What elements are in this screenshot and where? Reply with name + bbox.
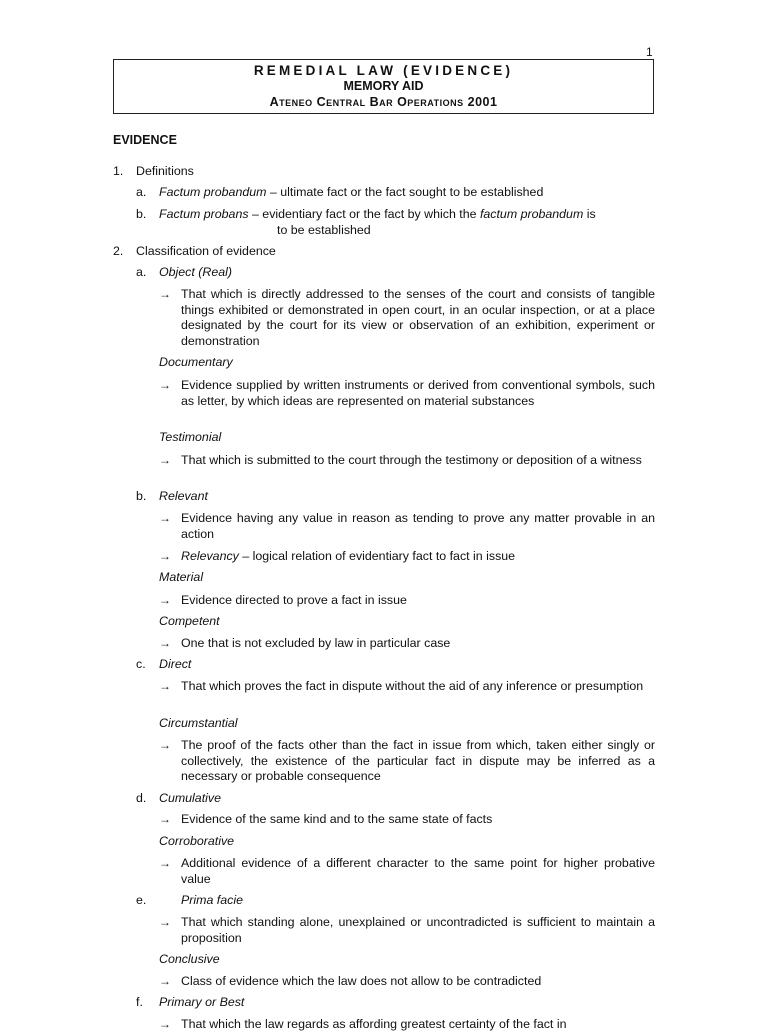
sub-letter: b. [136,207,147,221]
category-definition [181,549,515,565]
term: Relevancy [181,549,239,563]
category-label: Direct [159,657,192,671]
document-organization: Ateneo Central Bar Operations 2001 [269,95,498,109]
document-subtitle: MEMORY AID [343,79,424,93]
definition-item [159,185,543,201]
sub-letter: a. [136,265,147,279]
category-definition: Additional evidence of a different character to the same point for higher probative value [181,856,655,886]
definition-text: is [583,207,596,221]
category-definition: Class of evidence which the law does not allow to be contradicted [181,974,542,988]
category-label: Prima facie [181,893,243,907]
list-number: 2. [113,244,124,258]
category-label: Documentary [159,355,233,369]
arrow-icon: → [159,593,171,607]
sub-letter: c. [136,657,146,671]
term: Factum probandum [159,185,267,199]
category-label: Object (Real) [159,265,232,279]
category-label: Circumstantial [159,716,238,730]
definition-text: – logical relation of evidentiary fact to fact in issue [238,549,516,563]
arrow-icon: → [159,1017,171,1031]
sub-letter: d. [136,791,147,805]
document-header [113,59,654,114]
arrow-icon: → [159,287,171,301]
category-definition: One that is not excluded by law in particular case [181,636,451,650]
arrow-icon: → [159,856,171,870]
sub-letter: e. [136,893,147,907]
arrow-icon: → [159,915,171,929]
category-definition: Evidence directed to prove a fact in issue [181,593,407,607]
category-definition: Evidence having any value in reason as tending to prove any matter provable in an action [181,511,655,541]
definition-text: – ultimate fact or the fact sought to be established [266,185,544,199]
category-definition: The proof of the facts other than the fact in issue from which, taken either singly or collectively, the existence of the particular fact in dispute may be inferred as a necessary or probable consequence [181,738,655,784]
sub-letter: a. [136,185,147,199]
arrow-icon: → [159,812,171,826]
section-title: EVIDENCE [113,133,177,147]
arrow-icon: → [159,549,171,563]
category-definition: That which proves the fact in dispute without the aid of any inference or presumption [181,679,644,693]
category-definition: Evidence of the same kind and to the same state of facts [181,812,493,826]
term: Factum probans [159,207,249,221]
definition-text: – evidentiary fact or the fact by which the [248,207,480,221]
definition-continuation: to be established [277,223,371,237]
list-number: 1. [113,164,124,178]
category-definition: That which is directly addressed to the senses of the court and consists of tangible things exhibited or demonstrated in open court, in an ocular inspection, or at a place designated by the court for its view or observation of an exhibition, experiment or demonstration [181,287,655,348]
list-heading: Definitions [136,164,194,178]
list-heading: Classification of evidence [136,244,276,258]
category-label: Competent [159,614,220,628]
category-label: Conclusive [159,952,220,966]
category-label: Cumulative [159,791,221,805]
arrow-icon: → [159,511,171,525]
category-label: Relevant [159,489,208,503]
category-label: Corroborative [159,834,235,848]
definition-item [159,207,655,223]
category-definition: Evidence supplied by written instruments or derived from conventional symbols, such as letter, by which ideas are represented on material substances [181,378,655,408]
document-title: REMEDIAL LAW (EVIDENCE) [253,63,514,78]
sub-letter: b. [136,489,147,503]
arrow-icon: → [159,974,171,988]
category-definition: That which the law regards as affording greatest certainty of the fact in [181,1017,567,1031]
category-label: Testimonial [159,430,222,444]
arrow-icon: → [159,679,171,693]
page-number: 1 [646,45,653,59]
category-label: Material [159,570,204,584]
arrow-icon: → [159,378,171,392]
arrow-icon: → [159,738,171,752]
category-definition: That which is submitted to the court through the testimony or deposition of a witness [181,453,642,467]
term: factum probandum [479,207,584,221]
category-label: Primary or Best [159,995,245,1009]
category-definition: That which standing alone, unexplained or uncontradicted is sufficient to maintain a proposition [181,915,655,945]
arrow-icon: → [159,453,171,467]
arrow-icon: → [159,636,171,650]
sub-letter: f. [136,995,143,1009]
